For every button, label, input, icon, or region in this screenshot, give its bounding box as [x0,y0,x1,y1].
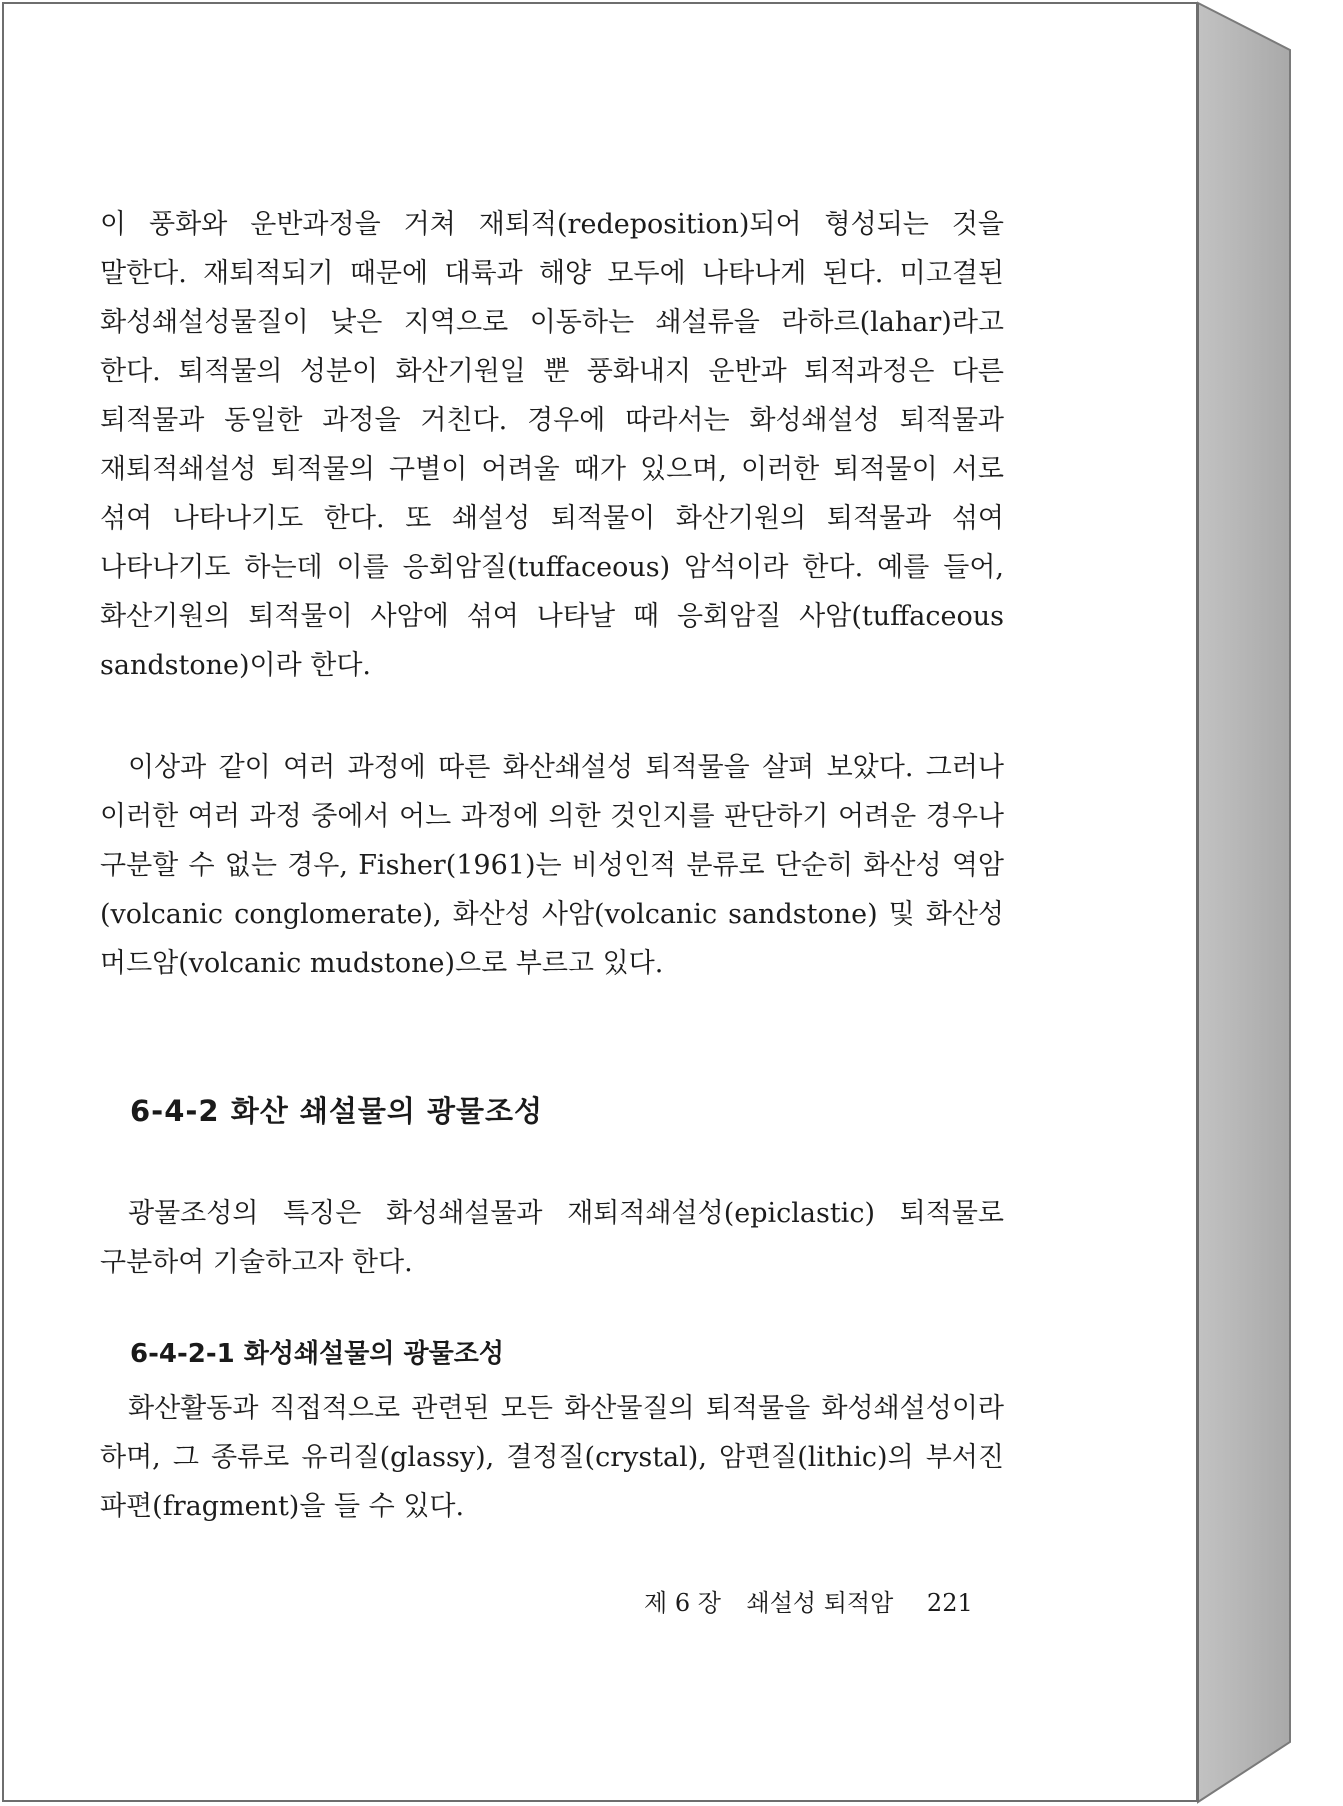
footer-chapter-title: 쇄설성 퇴적암 [746,1589,894,1617]
paragraph-pyroclastic-fragments: 화산활동과 직접적으로 관련된 모든 화산물질의 퇴적물을 화성쇄설성이라 하며, 그 종류로 유리질(glassy), 결정질(crystal), 암편질(lithic)의 부서진 파편(fragment)을 들 수 있다. [100,1393,1004,1522]
section-heading: 6-4-2 화산 쇄설물의 광물조성 [130,1094,544,1128]
page-footer [644,1583,973,1618]
paragraph-redeposition: 이 풍화와 운반과정을 거쳐 재퇴적(redeposition)되어 형성되는 것을 말한다. 재퇴적되기 때문에 대륙과 해양 모두에 나타나게 된다. 미고결된 화성쇄설성물질이 낮은 지역으로 이동하는 쇄설류을 라하르(lahar)라고 한다. 퇴적물의 성분이 화산기원일 뿐 풍화내지 운반과 퇴적과정은 다른 퇴적물과 동일한 과정을 거친다. 경우에 따라서는 화성쇄설성 퇴적물과 재퇴적쇄설성 퇴적물의 구별이 어려울 때가 있으며, 이러한 퇴적물이 서로 섞여 나타나기도 한다. 또 쇄설성 퇴적물이 화산기원의 퇴적물과 섞여 나타나기도 하는데 이를 응회암질(tuffaceous) 암석이라 한다. 예를 들어, 화산기원의 퇴적물이 사암에 섞여 나타날 때 응회암질 사암(tuffaceous sandstone)이라 한다. [100,209,1004,681]
paragraph-mineral-composition-intro: 광물조성의 특징은 화성쇄설물과 재퇴적쇄설성(epiclastic) 퇴적물로 구분하여 기술하고자 한다. [100,1198,1004,1278]
book-page [2,2,1198,1802]
footer-chapter: 제 6 장 [644,1589,721,1617]
paragraph-nongenetic-classification: 이상과 같이 여러 과정에 따른 화산쇄설성 퇴적물을 살펴 보았다. 그러나 이러한 여러 과정 중에서 어느 과정에 의한 것인지를 판단하기 어려운 경우나 구분할 수 없는 경우, Fisher(1961)는 비성인적 분류로 단순히 화산성 역암(volcanic conglomerate), 화산성 사암(volcanic sandstone) 및 화산성 머드암(volcanic mudstone)으로 부르고 있다. [100,752,1004,979]
page-number: 221 [926,1589,973,1617]
subsection-heading: 6-4-2-1 화성쇄설물의 광물조성 [130,1339,505,1369]
